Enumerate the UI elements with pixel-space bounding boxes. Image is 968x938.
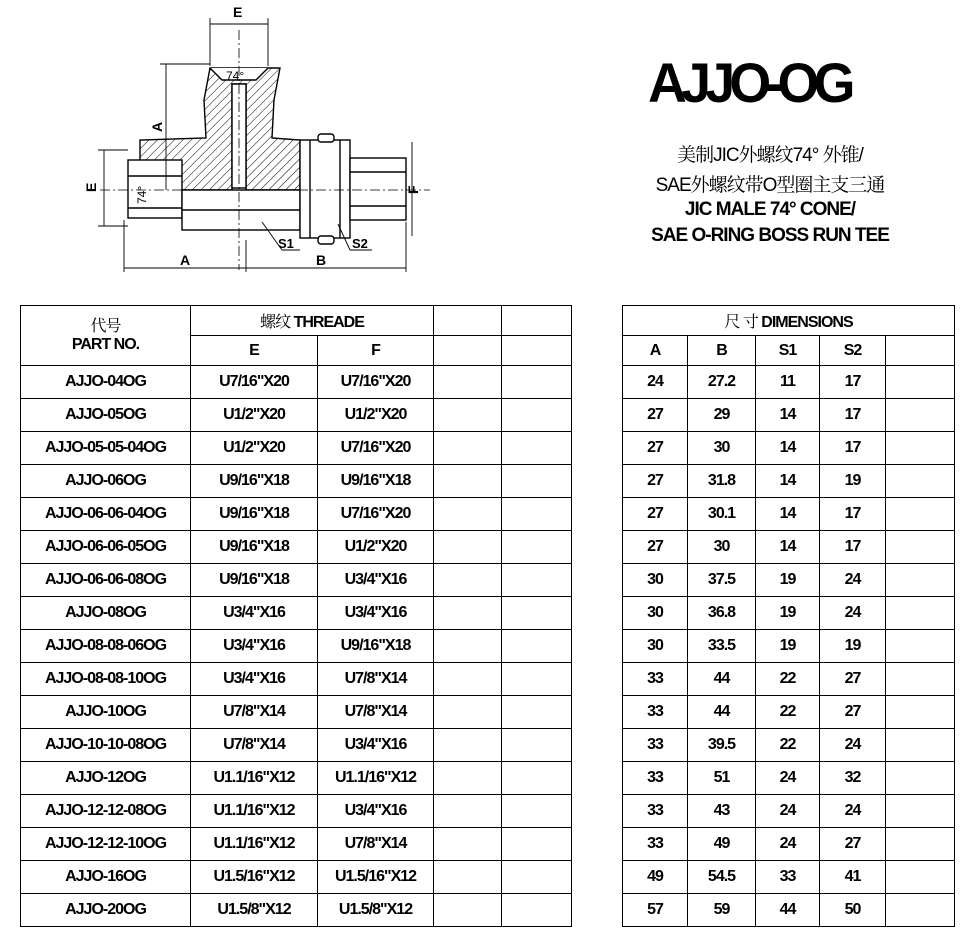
part-no-cell: AJJO-08-08-10OG <box>21 663 191 696</box>
dim-s2-cell: 17 <box>820 366 886 399</box>
col-header-s1: S1 <box>756 336 820 366</box>
part-no-cell: AJJO-12-12-08OG <box>21 795 191 828</box>
gap-cell <box>572 729 623 762</box>
thread-e-cell: U1.1/16"X12 <box>191 828 318 861</box>
dim-a-cell: 30 <box>623 597 688 630</box>
empty-cell <box>434 399 502 432</box>
dim-s2-cell: 17 <box>820 531 886 564</box>
gap-cell <box>572 531 623 564</box>
table-row <box>21 762 955 795</box>
dim-s1-cell: 22 <box>756 729 820 762</box>
empty-header-cell <box>434 306 502 336</box>
dim-label-s1: S1 <box>278 236 294 251</box>
thread-e-cell: U3/4"X16 <box>191 597 318 630</box>
empty-cell <box>886 564 955 597</box>
empty-cell <box>502 498 572 531</box>
empty-cell <box>886 663 955 696</box>
title-cn-line-2: SAE外螺纹带O型圈主支三通 <box>655 175 885 196</box>
dim-s1-cell: 11 <box>756 366 820 399</box>
thread-f-cell: U1.1/16"X12 <box>318 762 434 795</box>
model-title: AJJO-OG <box>648 51 850 114</box>
table-row <box>21 729 955 762</box>
empty-cell <box>502 894 572 927</box>
table-row <box>21 564 955 597</box>
empty-cell <box>434 795 502 828</box>
dim-b-cell: 44 <box>688 696 756 729</box>
empty-cell <box>434 663 502 696</box>
dim-b-cell: 27.2 <box>688 366 756 399</box>
technical-drawing <box>0 0 480 290</box>
dim-b-cell: 30 <box>688 531 756 564</box>
part-no-cell: AJJO-08-08-06OG <box>21 630 191 663</box>
col-header-s2: S2 <box>820 336 886 366</box>
table-row <box>21 894 955 927</box>
thread-e-cell: U3/4"X16 <box>191 663 318 696</box>
dim-s2-cell: 24 <box>820 729 886 762</box>
empty-cell <box>502 597 572 630</box>
part-no-cell: AJJO-06OG <box>21 465 191 498</box>
empty-header-cell <box>434 336 502 366</box>
thread-e-cell: U9/16"X18 <box>191 465 318 498</box>
thread-f-cell: U7/16"X20 <box>318 432 434 465</box>
empty-cell <box>434 432 502 465</box>
col-header-e: E <box>191 336 318 366</box>
empty-cell <box>502 795 572 828</box>
part-no-header: 代号 PART NO. <box>21 306 191 366</box>
gap-cell <box>572 663 623 696</box>
dim-s2-cell: 17 <box>820 498 886 531</box>
dim-s1-cell: 14 <box>756 399 820 432</box>
dim-b-cell: 51 <box>688 762 756 795</box>
empty-cell <box>434 696 502 729</box>
dim-a-cell: 27 <box>623 465 688 498</box>
part-no-cell: AJJO-12-12-10OG <box>21 828 191 861</box>
part-no-cell: AJJO-16OG <box>21 861 191 894</box>
part-no-cell: AJJO-20OG <box>21 894 191 927</box>
angle-label-top: 74° <box>226 69 245 83</box>
dim-s1-cell: 22 <box>756 663 820 696</box>
dim-b-cell: 29 <box>688 399 756 432</box>
empty-cell <box>434 531 502 564</box>
spec-table <box>20 305 955 927</box>
empty-cell <box>502 828 572 861</box>
angle-label-left: 74° <box>135 185 149 204</box>
dim-label-a-side: A <box>149 121 165 132</box>
gap-cell <box>572 861 623 894</box>
empty-cell <box>434 828 502 861</box>
dim-label-s2: S2 <box>352 236 368 251</box>
thread-header: 螺纹 THREADE <box>191 306 434 336</box>
empty-cell <box>502 696 572 729</box>
dim-b-cell: 49 <box>688 828 756 861</box>
dim-s2-cell: 17 <box>820 399 886 432</box>
table-row <box>21 531 955 564</box>
dim-b-cell: 43 <box>688 795 756 828</box>
thread-f-cell: U7/16"X20 <box>318 366 434 399</box>
empty-cell <box>434 366 502 399</box>
empty-cell <box>434 762 502 795</box>
part-no-cell: AJJO-12OG <box>21 762 191 795</box>
table-row <box>21 597 955 630</box>
dim-a-cell: 49 <box>623 861 688 894</box>
empty-cell <box>502 531 572 564</box>
table-body <box>21 366 955 927</box>
empty-cell <box>502 663 572 696</box>
gap-cell <box>572 306 623 336</box>
dim-a-cell: 27 <box>623 531 688 564</box>
dim-a-cell: 27 <box>623 399 688 432</box>
dim-s1-cell: 14 <box>756 432 820 465</box>
dim-s2-cell: 41 <box>820 861 886 894</box>
gap-cell <box>572 366 623 399</box>
thread-e-cell: U9/16"X18 <box>191 531 318 564</box>
dim-s2-cell: 19 <box>820 465 886 498</box>
dim-s1-cell: 14 <box>756 465 820 498</box>
dim-a-cell: 33 <box>623 729 688 762</box>
empty-cell <box>886 630 955 663</box>
table-row <box>21 465 955 498</box>
dim-a-cell: 27 <box>623 498 688 531</box>
empty-header-cell <box>886 336 955 366</box>
dim-s2-cell: 24 <box>820 597 886 630</box>
dim-s2-cell: 50 <box>820 894 886 927</box>
empty-cell <box>434 729 502 762</box>
empty-cell <box>886 795 955 828</box>
dim-a-cell: 33 <box>623 828 688 861</box>
gap-cell <box>572 762 623 795</box>
dim-s1-cell: 19 <box>756 597 820 630</box>
dim-s1-cell: 24 <box>756 762 820 795</box>
dim-s1-cell: 14 <box>756 498 820 531</box>
dim-s2-cell: 19 <box>820 630 886 663</box>
gap-cell <box>572 564 623 597</box>
dim-s2-cell: 17 <box>820 432 886 465</box>
empty-cell <box>886 696 955 729</box>
empty-cell <box>886 432 955 465</box>
dim-a-cell: 33 <box>623 795 688 828</box>
empty-cell <box>502 630 572 663</box>
part-no-cell: AJJO-04OG <box>21 366 191 399</box>
thread-e-cell: U7/16"X20 <box>191 366 318 399</box>
dimensions-header: 尺 寸 DIMENSIONS <box>623 306 955 336</box>
empty-cell <box>502 729 572 762</box>
dim-s2-cell: 27 <box>820 663 886 696</box>
empty-cell <box>886 861 955 894</box>
part-no-cell: AJJO-05OG <box>21 399 191 432</box>
dim-s1-cell: 19 <box>756 564 820 597</box>
col-header-a: A <box>623 336 688 366</box>
empty-cell <box>434 597 502 630</box>
table-row <box>21 366 955 399</box>
part-no-cell: AJJO-10-10-08OG <box>21 729 191 762</box>
thread-f-cell: U7/8"X14 <box>318 663 434 696</box>
thread-e-cell: U9/16"X18 <box>191 564 318 597</box>
empty-cell <box>502 861 572 894</box>
table-row <box>21 498 955 531</box>
thread-e-cell: U3/4"X16 <box>191 630 318 663</box>
empty-cell <box>502 399 572 432</box>
dim-b-cell: 33.5 <box>688 630 756 663</box>
dim-label-a-bottom: A <box>180 252 191 268</box>
part-no-cell: AJJO-10OG <box>21 696 191 729</box>
dim-b-cell: 39.5 <box>688 729 756 762</box>
empty-cell <box>502 432 572 465</box>
thread-e-cell: U1/2"X20 <box>191 399 318 432</box>
dim-b-cell: 37.5 <box>688 564 756 597</box>
dim-a-cell: 27 <box>623 432 688 465</box>
dim-a-cell: 24 <box>623 366 688 399</box>
dim-b-cell: 44 <box>688 663 756 696</box>
dim-a-cell: 33 <box>623 696 688 729</box>
dim-s2-cell: 32 <box>820 762 886 795</box>
part-no-cell: AJJO-06-06-08OG <box>21 564 191 597</box>
dim-b-cell: 36.8 <box>688 597 756 630</box>
thread-f-cell: U7/8"X14 <box>318 696 434 729</box>
gap-cell <box>572 399 623 432</box>
title-en-line-1: JIC MALE 74° CONE/ <box>684 199 856 220</box>
dim-label-f-right: F <box>405 185 421 194</box>
dim-s2-cell: 24 <box>820 564 886 597</box>
empty-cell <box>886 597 955 630</box>
empty-cell <box>886 465 955 498</box>
dim-label-e-top: E <box>233 4 243 20</box>
empty-cell <box>434 894 502 927</box>
thread-f-cell: U3/4"X16 <box>318 795 434 828</box>
table-row <box>21 861 955 894</box>
thread-f-cell: U9/16"X18 <box>318 630 434 663</box>
dim-s1-cell: 33 <box>756 861 820 894</box>
table-row <box>21 795 955 828</box>
gap-cell <box>572 630 623 663</box>
part-no-cell: AJJO-05-05-04OG <box>21 432 191 465</box>
empty-cell <box>886 894 955 927</box>
empty-cell <box>886 762 955 795</box>
thread-f-cell: U1.5/16"X12 <box>318 861 434 894</box>
empty-cell <box>502 762 572 795</box>
gap-cell <box>572 696 623 729</box>
empty-header-cell <box>502 336 572 366</box>
empty-cell <box>886 399 955 432</box>
empty-cell <box>434 861 502 894</box>
thread-f-cell: U7/16"X20 <box>318 498 434 531</box>
title-cn-line-1: 美制JIC外螺纹74° 外锥/ <box>677 145 863 166</box>
dim-s1-cell: 19 <box>756 630 820 663</box>
gap-cell <box>572 498 623 531</box>
dim-b-cell: 31.8 <box>688 465 756 498</box>
dim-a-cell: 30 <box>623 630 688 663</box>
empty-cell <box>886 828 955 861</box>
empty-cell <box>434 564 502 597</box>
dim-s1-cell: 44 <box>756 894 820 927</box>
empty-header-cell <box>502 306 572 336</box>
thread-f-cell: U1/2"X20 <box>318 531 434 564</box>
dim-s1-cell: 22 <box>756 696 820 729</box>
thread-e-cell: U1.5/16"X12 <box>191 861 318 894</box>
thread-e-cell: U1.1/16"X12 <box>191 762 318 795</box>
thread-e-cell: U1/2"X20 <box>191 432 318 465</box>
dim-b-cell: 59 <box>688 894 756 927</box>
table-row <box>21 663 955 696</box>
gap-cell <box>572 597 623 630</box>
dim-label-e-left: E <box>83 182 99 192</box>
col-header-b: B <box>688 336 756 366</box>
empty-cell <box>434 498 502 531</box>
thread-e-cell: U7/8"X14 <box>191 696 318 729</box>
thread-f-cell: U1/2"X20 <box>318 399 434 432</box>
thread-f-cell: U9/16"X18 <box>318 465 434 498</box>
part-no-cell: AJJO-06-06-05OG <box>21 531 191 564</box>
dim-a-cell: 33 <box>623 663 688 696</box>
dim-s2-cell: 27 <box>820 696 886 729</box>
empty-cell <box>434 630 502 663</box>
thread-f-cell: U7/8"X14 <box>318 828 434 861</box>
title-en-line-2: SAE O-RING BOSS RUN TEE <box>651 225 889 246</box>
part-no-cell: AJJO-08OG <box>21 597 191 630</box>
table-row <box>21 696 955 729</box>
empty-cell <box>502 564 572 597</box>
dim-s1-cell: 14 <box>756 531 820 564</box>
gap-cell <box>572 336 623 366</box>
dim-s1-cell: 24 <box>756 795 820 828</box>
col-header-f: F <box>318 336 434 366</box>
empty-cell <box>502 465 572 498</box>
part-no-cell: AJJO-06-06-04OG <box>21 498 191 531</box>
dim-b-cell: 54.5 <box>688 861 756 894</box>
dim-label-b-bottom: B <box>316 252 327 268</box>
dim-a-cell: 57 <box>623 894 688 927</box>
gap-cell <box>572 894 623 927</box>
dim-s2-cell: 24 <box>820 795 886 828</box>
dim-a-cell: 30 <box>623 564 688 597</box>
empty-cell <box>886 729 955 762</box>
dim-s2-cell: 27 <box>820 828 886 861</box>
table-row <box>21 828 955 861</box>
thread-e-cell: U7/8"X14 <box>191 729 318 762</box>
dim-s1-cell: 24 <box>756 828 820 861</box>
dim-b-cell: 30 <box>688 432 756 465</box>
gap-cell <box>572 465 623 498</box>
table-row <box>21 399 955 432</box>
empty-cell <box>434 465 502 498</box>
thread-f-cell: U1.5/8"X12 <box>318 894 434 927</box>
empty-cell <box>886 531 955 564</box>
dim-a-cell: 33 <box>623 762 688 795</box>
dim-b-cell: 30.1 <box>688 498 756 531</box>
empty-cell <box>886 498 955 531</box>
thread-f-cell: U3/4"X16 <box>318 564 434 597</box>
empty-cell <box>502 366 572 399</box>
thread-e-cell: U1.5/8"X12 <box>191 894 318 927</box>
thread-e-cell: U1.1/16"X12 <box>191 795 318 828</box>
table-row <box>21 630 955 663</box>
gap-cell <box>572 828 623 861</box>
thread-f-cell: U3/4"X16 <box>318 597 434 630</box>
gap-cell <box>572 795 623 828</box>
table-row <box>21 432 955 465</box>
empty-cell <box>886 366 955 399</box>
thread-e-cell: U9/16"X18 <box>191 498 318 531</box>
thread-f-cell: U3/4"X16 <box>318 729 434 762</box>
gap-cell <box>572 432 623 465</box>
